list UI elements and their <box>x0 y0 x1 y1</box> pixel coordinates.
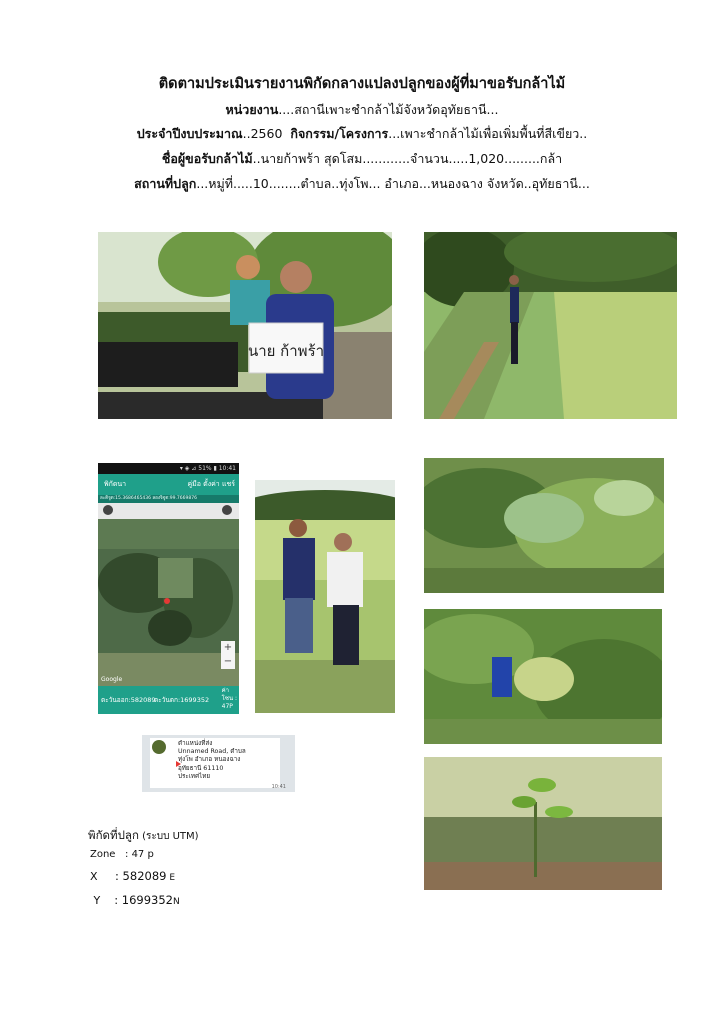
zone-readout: ค่า โซน : 47P <box>221 687 237 710</box>
google-logo: Google <box>101 676 123 683</box>
app-title: พิกัดนา <box>104 480 127 488</box>
y-unit: N <box>172 897 180 907</box>
agency-value: ....สถานีเพาะชำกล้าไม้จังหวัดอุทัยธานี... <box>278 102 499 117</box>
budget-line <box>0 124 724 144</box>
northing-readout: ตะวันตก:1699352 <box>154 696 210 704</box>
popup-line-2: Unnamed Road, ตำบล <box>178 748 246 756</box>
photo-recipient-with-sign <box>98 232 392 419</box>
popup-line-3: ทุ่งโพ อำเภอ หนองฉาง <box>178 756 241 764</box>
popup-time: 10:41 <box>271 784 286 790</box>
photo-seedling-ground <box>424 609 662 744</box>
y-value: : 1699352 <box>114 893 173 907</box>
agency-line <box>0 100 724 120</box>
x-label: X <box>90 870 98 883</box>
coordinates-title <box>88 827 199 845</box>
y-label: Y <box>93 894 101 907</box>
photo-young-tree <box>424 757 662 890</box>
map-pin-icon <box>176 761 181 767</box>
app-menu[interactable]: คู่มือ ตั้งค่า แชร์ <box>187 480 235 488</box>
zone-label: Zone <box>90 849 116 860</box>
recipient-line <box>0 149 724 169</box>
location-card[interactable] <box>150 738 280 788</box>
sent-location-message <box>142 735 295 792</box>
zone-row <box>90 849 154 860</box>
page-title: ติดตามประเมินรายงานพิกัดกลางแปลงปลูกของผู้ที่มาขอรับกล้าไม้ <box>158 76 566 92</box>
map-zoom-control[interactable] <box>221 641 235 669</box>
utm-readout-bar <box>98 686 239 714</box>
x-value: : 582089 <box>115 869 167 883</box>
location-value: ...หมู่ที่.....10........ตำบล..ทุ่งโพ... อำเภอ...หนองฉาง จังหวัด..อุทัยธานี... <box>196 176 590 191</box>
photo-two-men-in-field <box>255 480 395 713</box>
popup-line-4: อุทัยธานี 61110 <box>178 764 224 772</box>
location-marker-icon <box>164 598 170 604</box>
easting-readout: ตะวันออก:582089 <box>101 696 156 704</box>
location-line <box>0 174 724 194</box>
budget-label: ประจำปีงบประมาณ <box>136 126 243 141</box>
location-label: สถานที่ปลูก <box>134 176 197 191</box>
budget-value: ..2560 <box>242 126 283 141</box>
amount-value: จำนวน.....1,020.........กล้า <box>410 151 563 166</box>
photo-seedling-foliage <box>424 458 664 593</box>
activity-value: ...เพาะชำกล้าไม้เพื่อเพิ่มพื้นที่สีเขียว.. <box>388 126 588 141</box>
gps-app-screenshot <box>98 463 239 714</box>
avatar <box>152 740 166 754</box>
x-row <box>90 869 175 883</box>
popup-line-1: ตำแหน่งที่ส่ง <box>178 740 213 747</box>
activity-label: กิจกรรม/โครงการ <box>290 126 389 141</box>
photo-field-path <box>424 232 677 419</box>
coordinate-system: (ระบบ UTM) <box>138 831 199 842</box>
app-bar <box>98 474 239 495</box>
recipient-value: ..นายก้าพร้า สุดโสม............ <box>252 151 411 166</box>
agency-label: หน่วยงาน <box>225 102 279 117</box>
x-unit: E <box>166 873 176 883</box>
sign-text: นาย ก้าพร้า <box>247 342 325 360</box>
phone-status-bar: ▾ ◈ ⊿ 51% ▮ 10:41 <box>98 463 239 474</box>
popup-line-5: ประเทศไทย <box>178 772 211 780</box>
recipient-label: ชื่อผู้ขอรับกล้าไม้ <box>161 151 253 166</box>
zone-value: : 47 p <box>125 849 154 860</box>
y-row <box>90 893 180 907</box>
satellite-map[interactable] <box>98 503 239 686</box>
zoom-in-out[interactable]: + − <box>223 642 233 667</box>
latlong-readout: ละติจูด:15.3686465436 ลองจิจูด:99.7669876 <box>98 495 239 503</box>
coordinates-heading: พิกัดที่ปลูก <box>88 828 139 842</box>
